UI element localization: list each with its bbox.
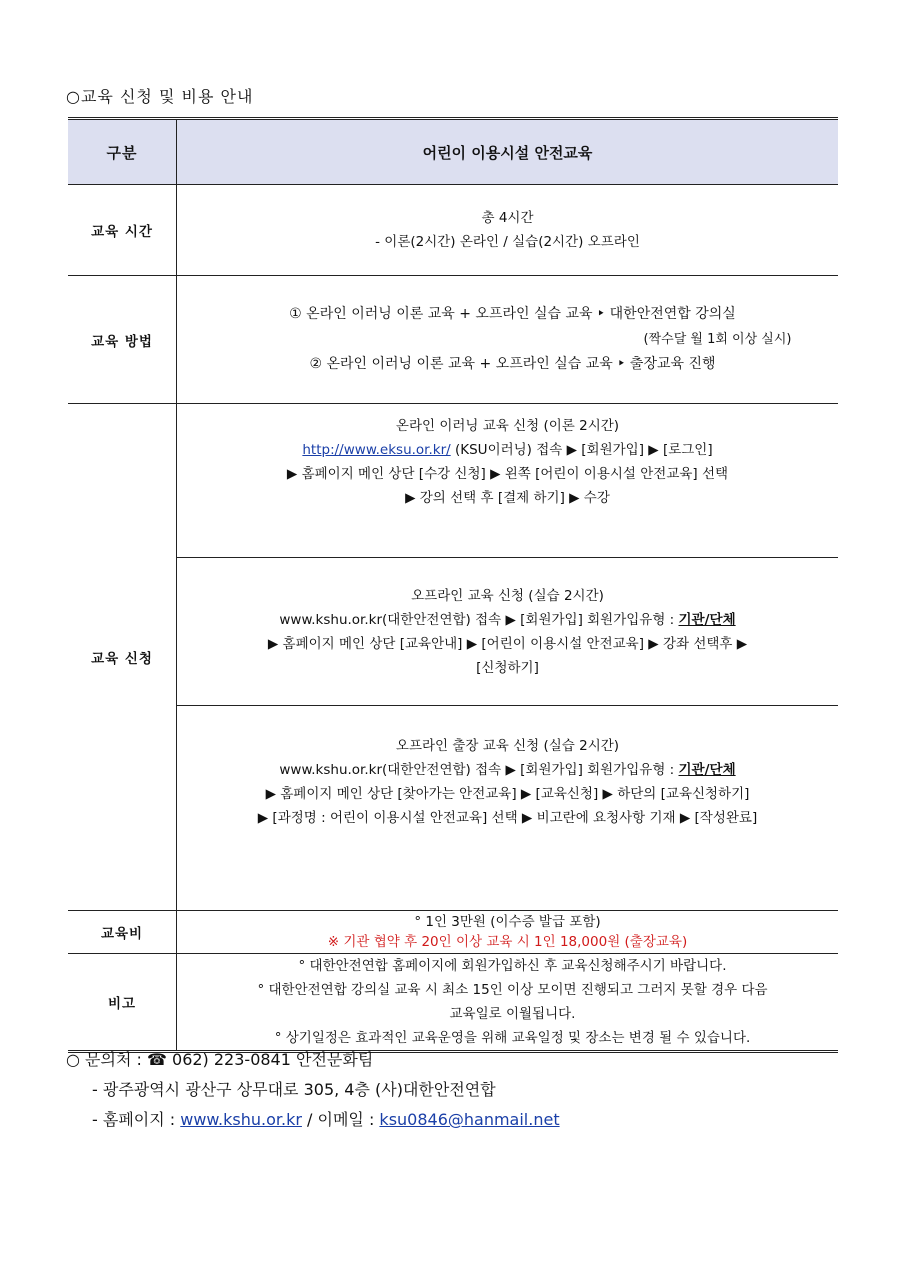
label-education-method: 교육 방법 [68, 276, 177, 404]
homepage-link[interactable]: www.kshu.or.kr [180, 1110, 302, 1129]
contact-phone-line [66, 1045, 560, 1075]
offline-step-3: [신청하기] [476, 659, 539, 676]
cell-apply-visit [177, 706, 839, 911]
cell-education-method [177, 276, 839, 404]
contact-web-line [66, 1105, 560, 1135]
method-option-1: ① 온라인 이러닝 이론 교육 + 오프라인 실습 교육 ‣ 대한안전연합 강의실 [289, 306, 736, 322]
note-2: ° 대한안전연합 강의실 교육 시 최소 15인 이상 모이면 진행되고 그러지 못할 경우 다음 [257, 982, 768, 998]
method-option-1-schedule: (짝수달 월 1회 이상 실시) [643, 332, 792, 347]
row-education-method [68, 276, 838, 404]
visit-step-3: ▶ [과정명 : 어린이 이용시설 안전교육] 선택 ▶ 비고란에 요청사항 기재 ▶ [작성완료] [257, 810, 758, 826]
contact-section [66, 1045, 560, 1135]
header-course-title: 어린이 이용시설 안전교육 [177, 119, 839, 185]
note-2-cont: 교육일로 이월됩니다. [449, 1006, 576, 1022]
email-prefix: / 이메일 : [301, 1110, 380, 1129]
cell-apply-online [177, 404, 839, 558]
cell-fee [177, 911, 839, 954]
row-apply-online [68, 404, 838, 558]
online-step-3: ▶ 강의 선택 후 [결제 하기] ▶ 수강 [405, 490, 610, 506]
note-3: ° 상기일정은 효과적인 교육운영을 위해 교육일정 및 장소는 변경 될 수 있습니다. [274, 1030, 751, 1046]
eksu-link[interactable]: http://www.eksu.or.kr/ [302, 442, 451, 458]
section-heading: ○교육 신청 및 비용 안내 [66, 87, 254, 106]
education-info-table [68, 117, 838, 1053]
contact-address: - 광주광역시 광산구 상무대로 305, 4층 (사)대한안전연합 [92, 1080, 496, 1099]
cell-apply-offline [177, 558, 839, 706]
row-apply-visit [68, 706, 838, 911]
contact-prefix: ○ 문의처 : [66, 1050, 147, 1069]
visit-step-1-text: www.kshu.or.kr(대한안전연합) 접속 ▶ [회원가입] 회원가입유형 : [279, 762, 679, 778]
homepage-prefix: - 홈페이지 : [92, 1110, 181, 1129]
online-step-1 [177, 438, 838, 462]
online-step-1-rest: (KSU이러닝) 접속 ▶ [회원가입] ▶ [로그인] [450, 442, 713, 458]
offline-title: 오프라인 교육 신청 (실습 2시간) [411, 587, 604, 604]
time-detail: - 이론(2시간) 온라인 / 실습(2시간) 오프라인 [375, 234, 640, 250]
visit-step-1 [177, 758, 838, 782]
method-option-2: ② 온라인 이러닝 이론 교육 + 오프라인 실습 교육 ‣ 출장교육 진행 [309, 356, 716, 372]
fee-group-discount: ※ 기관 협약 후 20인 이상 교육 시 1인 18,000원 (출장교육) [327, 934, 688, 950]
header-category: 구분 [68, 119, 177, 185]
row-fee [68, 911, 838, 954]
email-link[interactable]: ksu0846@hanmail.net [379, 1110, 560, 1129]
phone-icon: ☎ [146, 1050, 167, 1069]
offline-step-2: ▶ 홈페이지 메인 상단 [교육안내] ▶ [어린이 이용시설 안전교육] ▶ 강좌 선택후 ▶ [267, 635, 748, 652]
offline-step-1-text: www.kshu.or.kr(대한안전연합) 접속 ▶ [회원가입] 회원가입유형 : [279, 611, 679, 628]
row-note [68, 954, 838, 1052]
table-header-row [68, 119, 838, 185]
online-step-2: ▶ 홈페이지 메인 상단 [수강 신청] ▶ 왼쪽 [어린이 이용시설 안전교육] 선택 [286, 466, 729, 482]
contact-phone: 062) 223-0841 안전문화팀 [166, 1050, 374, 1069]
visit-step-2: ▶ 홈페이지 메인 상단 [찾아가는 안전교육] ▶ [교육신청] ▶ 하단의 [교육신청하기] [265, 786, 750, 802]
note-1: ° 대한안전연합 홈페이지에 회원가입하신 후 교육신청해주시기 바랍니다. [298, 958, 727, 974]
label-note: 비고 [68, 954, 177, 1052]
cell-education-time [177, 185, 839, 276]
offline-step-1 [177, 608, 838, 632]
label-fee: 교육비 [68, 911, 177, 954]
row-education-time [68, 185, 838, 276]
online-title: 온라인 이러닝 교육 신청 (이론 2시간) [395, 418, 620, 434]
fee-per-person: ° 1인 3만원 (이수증 발급 포함) [414, 914, 601, 930]
time-total: 총 4시간 [481, 210, 534, 226]
offline-member-type: 기관/단체 [678, 611, 736, 628]
visit-member-type: 기관/단체 [678, 762, 736, 778]
cell-note [177, 954, 839, 1052]
label-education-apply: 교육 신청 [68, 404, 177, 911]
label-education-time: 교육 시간 [68, 185, 177, 276]
row-apply-offline [68, 558, 838, 706]
visit-title: 오프라인 출장 교육 신청 (실습 2시간) [395, 738, 620, 754]
